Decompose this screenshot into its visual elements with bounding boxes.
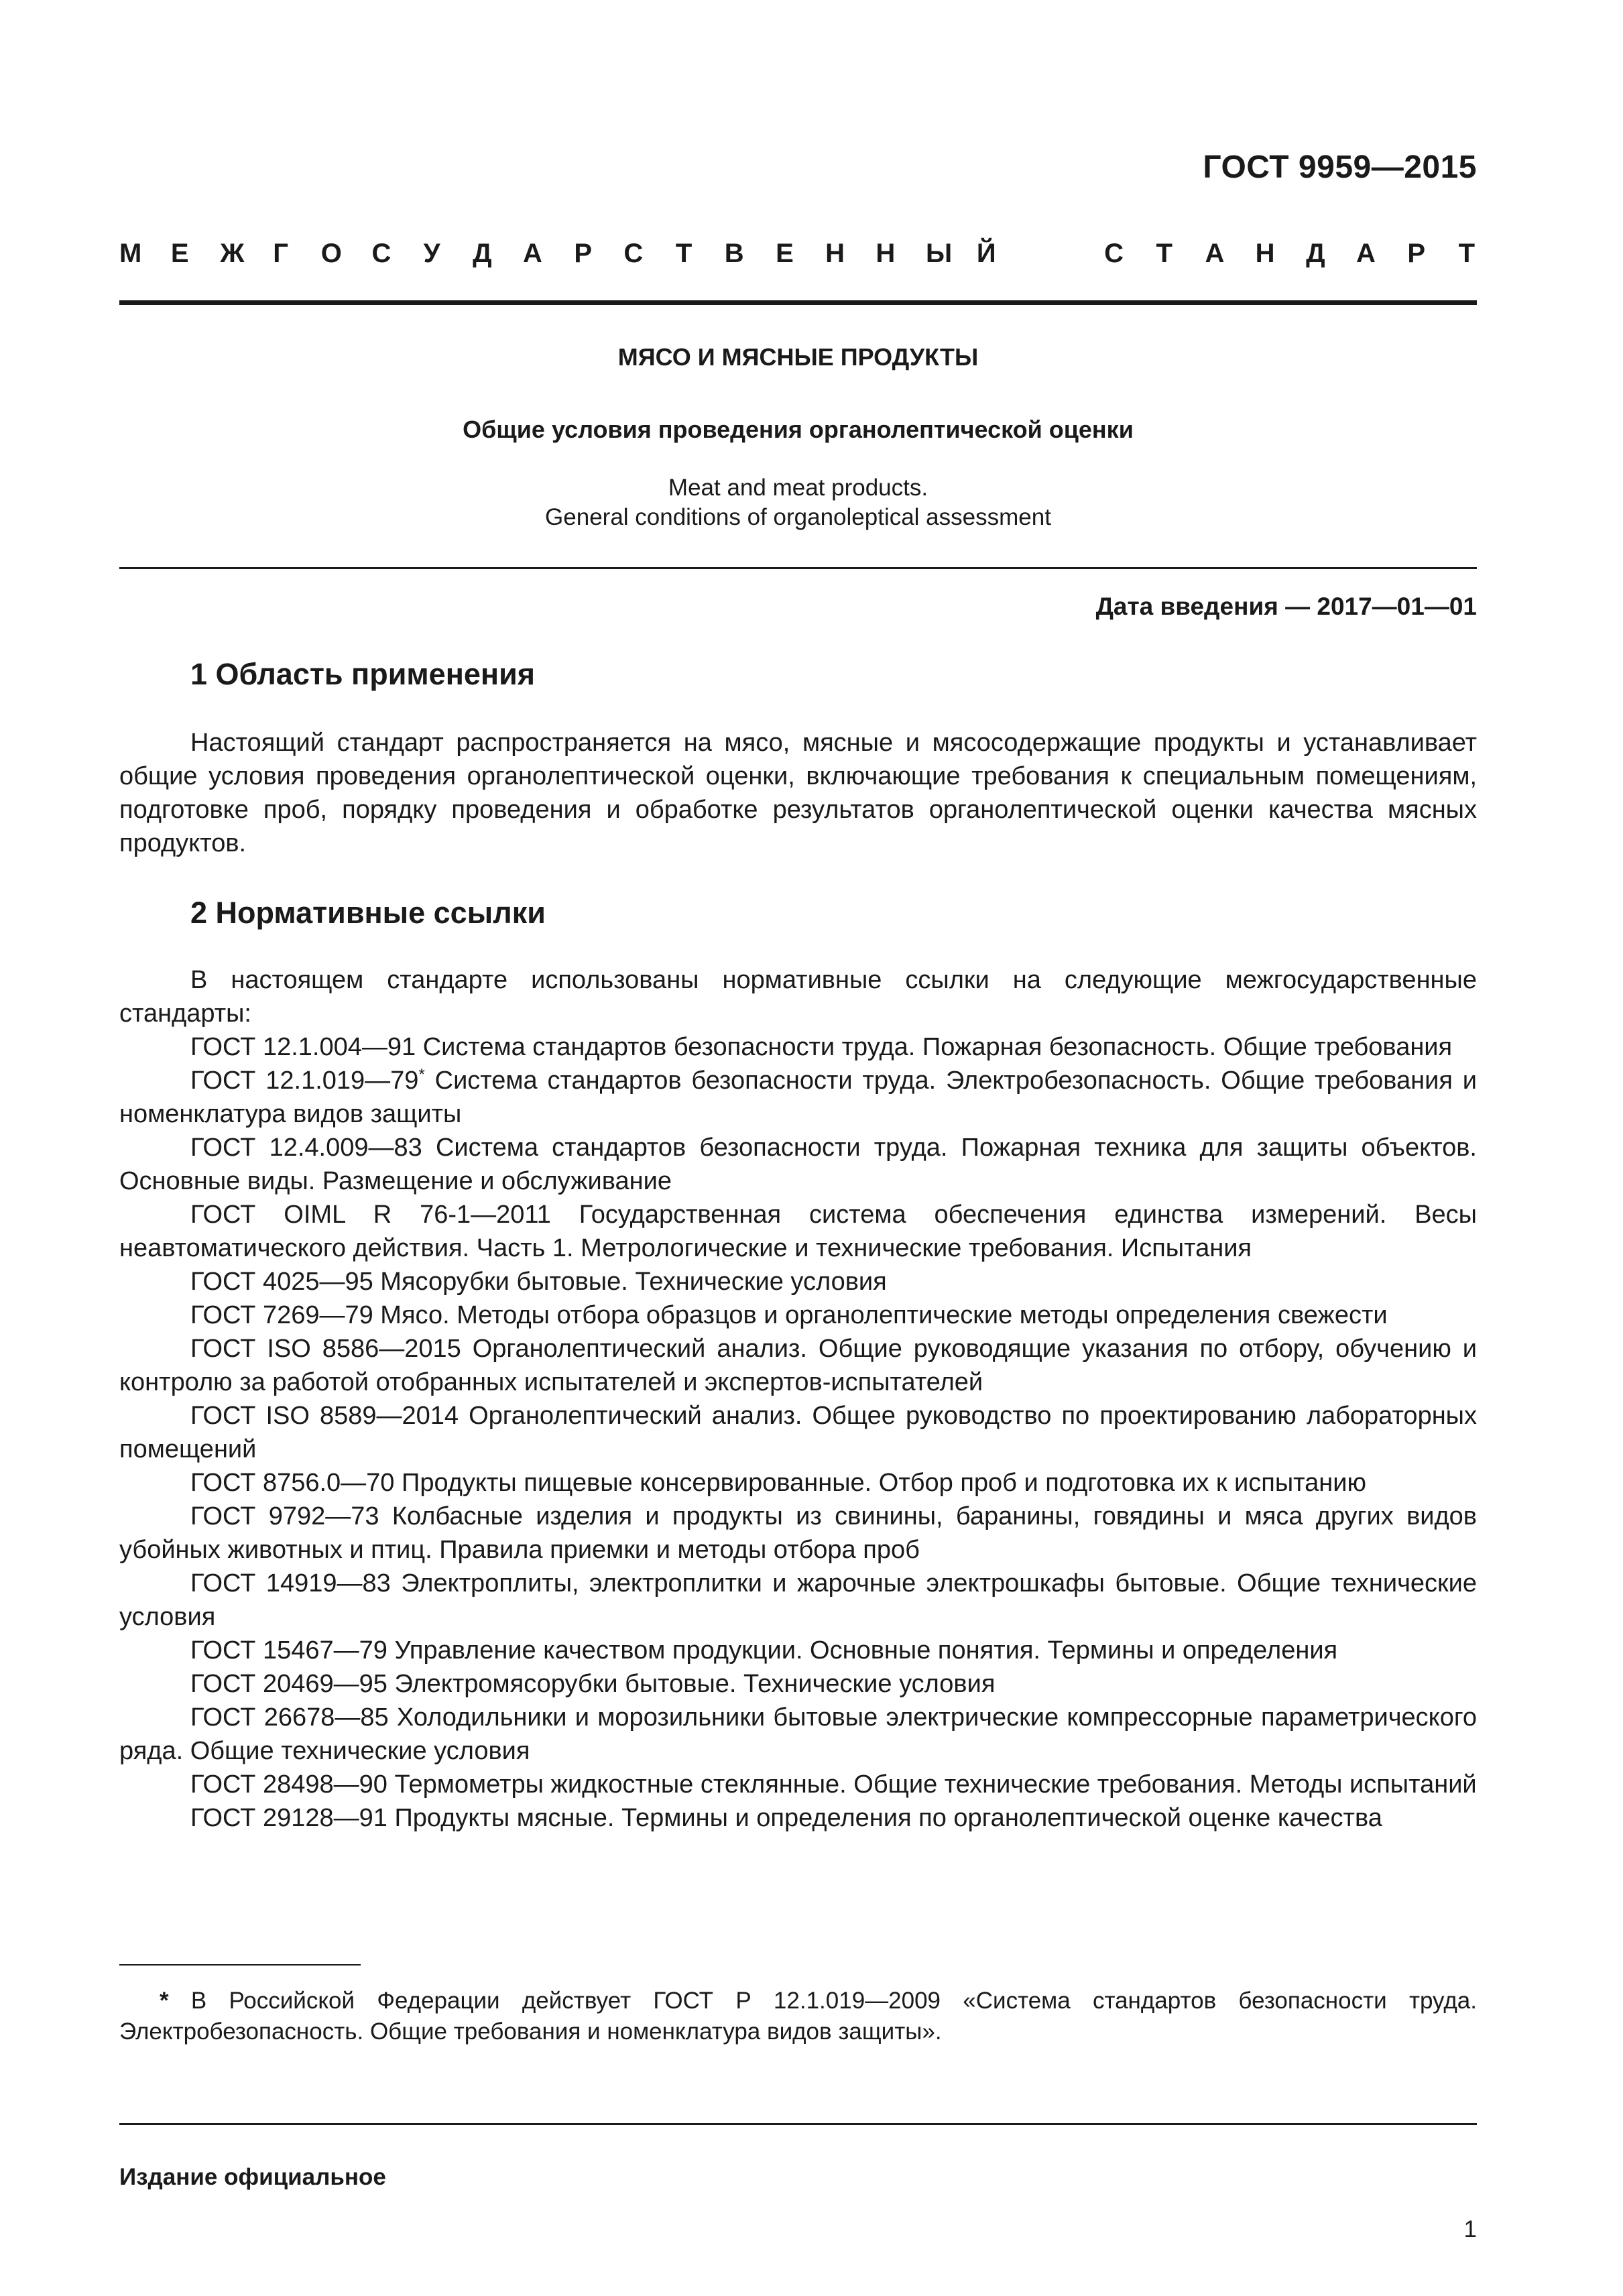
document-title: МЯСО И МЯСНЫЕ ПРОДУКТЫ <box>617 343 979 371</box>
page-number: 1 <box>1463 2216 1477 2242</box>
header-letter: Н <box>876 238 896 268</box>
document-subtitle: Общие условия проведения органолептической оценки <box>463 416 1134 443</box>
section-1-text: Настоящий стандарт распространяется на мясо, мясные и мясосодержащие продукты и устанавливает общие условия проведения органолептической оценки, включающие требования к специальным помещениям, подготовке проб, порядку проведения и обработке результатов органолептической оценки качества мясных продуктов. <box>119 729 1477 857</box>
reference-item: ГОСТ 9792—73 Колбасные изделия и продукты из свинины, баранины, говядины и мяса других видов убойных животных и птиц. Правила приемки и методы отбора проб <box>119 1502 1477 1564</box>
standard-type-header <box>119 233 1477 274</box>
reference-item: ГОСТ 12.1.004—91 Система стандартов безопасности труда. Пожарная безопасность. Общие требования <box>190 1033 1453 1061</box>
header-letter: У <box>423 238 440 268</box>
title-divider <box>119 567 1477 569</box>
reference-title: Система стандартов безопасности труда. Электробезопасность. Общие требования и номенклатура видов защиты <box>119 1067 1477 1128</box>
reference-item: ГОСТ 12.4.009—83 Система стандартов безопасности труда. Пожарная техника для защиты объектов. Основные виды. Размещение и обслуживание <box>119 1134 1477 1195</box>
reference-item <box>119 1064 1477 1131</box>
header-letter: Р <box>574 238 593 268</box>
header-letter: О <box>320 238 342 268</box>
header-letter: Н <box>825 238 845 268</box>
reference-item: ГОСТ OIML R 76-1—2011 Государственная система обеспечения единства измерений. Весы неавтоматического действия. Часть 1. Метрологические и технические требования. Испытания <box>119 1201 1477 1262</box>
header-letter: А <box>1205 238 1225 268</box>
header-letter: Е <box>776 238 794 268</box>
reference-item: ГОСТ 28498—90 Термометры жидкостные стеклянные. Общие технические требования. Методы испытаний <box>190 1770 1477 1799</box>
introduction-date: Дата введения — 2017—01—01 <box>1095 593 1477 620</box>
reference-item: ГОСТ 14919—83 Электроплиты, электроплитки и жарочные электрошкафы бытовые. Общие технические условия <box>119 1569 1477 1631</box>
header-letter: Т <box>1156 238 1173 268</box>
reference-item: ГОСТ 29128—91 Продукты мясные. Термины и определения по органолептической оценке качества <box>190 1804 1382 1832</box>
reference-item: ГОСТ 26678—85 Холодильники и морозильники бытовые электрические компрессорные параметрического ряда. Общие технические условия <box>119 1703 1477 1765</box>
normative-references-list <box>119 1030 1477 1835</box>
header-letter: Д <box>1306 238 1325 268</box>
header-letter: Д <box>473 238 492 268</box>
footnote-marker: * <box>418 1065 425 1084</box>
header-letter: С <box>623 238 644 268</box>
english-title-line1: Meat and meat products. <box>668 475 928 501</box>
header-letter: В <box>724 238 744 268</box>
header-divider <box>119 300 1477 305</box>
reference-item: ГОСТ 7269—79 Мясо. Методы отбора образцов и органолептические методы определения свежести <box>190 1301 1388 1329</box>
reference-item: ГОСТ ISO 8586—2015 Органолептический анализ. Общие руководящие указания по отбору, обучению и контролю за работой отобранных испытателей и экспертов-испытателей <box>119 1335 1477 1396</box>
gost-number: ГОСТ 9959—2015 <box>1203 149 1477 185</box>
header-letter: Р <box>1407 238 1426 268</box>
reference-item: ГОСТ 15467—79 Управление качеством продукции. Основные понятия. Термины и определения <box>190 1636 1338 1665</box>
section-1-heading: 1 Область применения <box>190 657 536 691</box>
header-letter: Ж <box>220 238 245 268</box>
footnote-mark: * <box>160 1988 169 2014</box>
footnote-text: В Российской Федерации действует ГОСТ Р 12.1.019—2009 «Система стандартов безопасности труда. Электробезопасность. Общие требования и номенклатура видов защиты». <box>119 1988 1477 2045</box>
header-letter: Т <box>675 238 693 268</box>
section-2-intro: В настоящем стандарте использованы нормативные ссылки на следующие межгосударственные стандарты: <box>119 966 1477 1028</box>
header-letter: С <box>1104 238 1124 268</box>
official-edition-label: Издание официальное <box>119 2164 386 2190</box>
footer-divider <box>119 2123 1477 2125</box>
reference-item: ГОСТ 8756.0—70 Продукты пищевые консервированные. Отбор проб и подготовка их к испытанию <box>190 1469 1366 1497</box>
header-letter: Т <box>1458 238 1476 268</box>
reference-code: ГОСТ 12.1.019—79 <box>190 1067 419 1095</box>
header-letter: Ы <box>926 238 953 268</box>
header-letter: Й <box>976 238 996 268</box>
reference-item: ГОСТ ISO 8589—2014 Органолептический анализ. Общее руководство по проектированию лабораторных помещений <box>119 1402 1477 1463</box>
header-letter: С <box>371 238 392 268</box>
footnote-separator <box>119 1964 361 1966</box>
reference-item: ГОСТ 4025—95 Мясорубки бытовые. Технические условия <box>190 1268 887 1296</box>
header-letter: Н <box>1255 238 1275 268</box>
header-letter: А <box>1356 238 1376 268</box>
header-letter: М <box>119 238 142 268</box>
header-letter: Г <box>273 238 288 268</box>
footnote <box>119 1986 1477 2047</box>
header-letter: Е <box>170 238 189 268</box>
header-letter: А <box>523 238 542 268</box>
reference-item: ГОСТ 20469—95 Электромясорубки бытовые. Технические условия <box>190 1670 996 1698</box>
section-2-heading: 2 Нормативные ссылки <box>190 896 546 930</box>
english-title-line2: General conditions of organoleptical assessment <box>545 504 1051 530</box>
